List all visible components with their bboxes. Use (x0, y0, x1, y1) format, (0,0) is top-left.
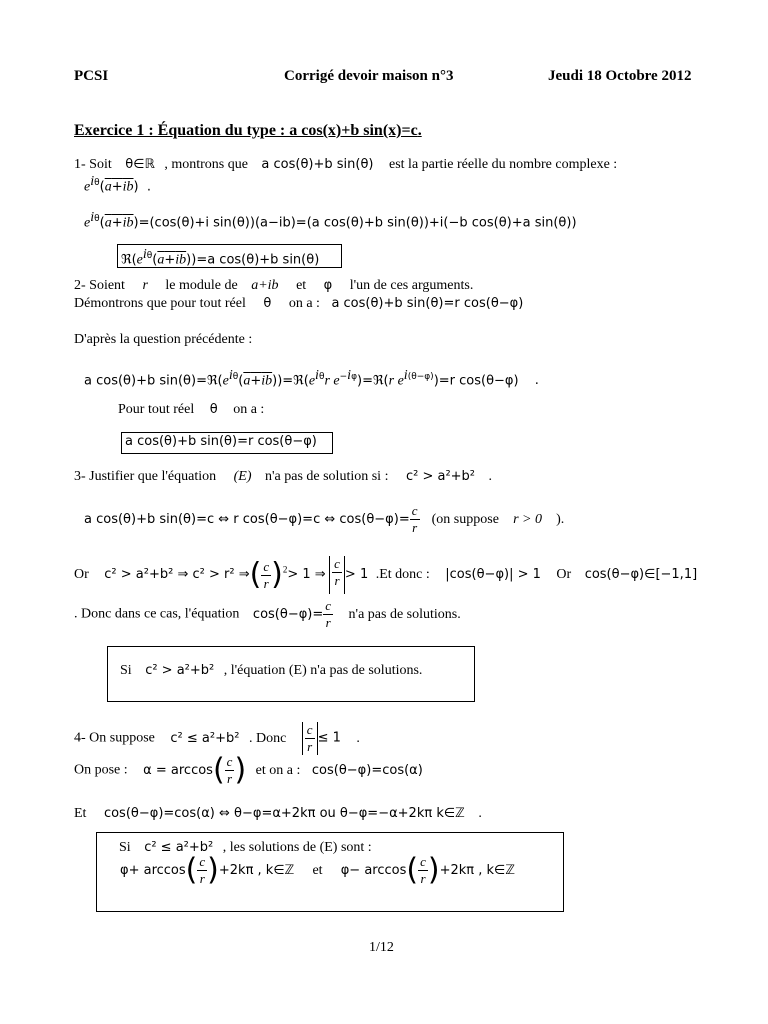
q3-equiv: a cos(θ)+b sin(θ)=c ⇔ r cos(θ−φ)=c ⇔ cos(θ−φ)= $\frac{c}{r}$ (on suppose r > 0 ). (84, 503, 565, 535)
q2-line1: 2- Soient r le module de a+ib et φ l'un de ces arguments. (74, 278, 474, 293)
q4-line: 4- On suppose c² ≤ a²+b² . Donc $\frac{c}{r}$ ≤ 1 . (74, 722, 360, 754)
q2-forall: Pour tout réel θ on a : (118, 402, 265, 417)
q2-line2: Démontrons que pour tout réel θ on a : a cos(θ)+b sin(θ)=r cos(θ−φ) (74, 296, 524, 311)
q3-line: 3- Justifier que l'équation (E) n'a pas de solution si : c² > a²+b² . (74, 469, 493, 484)
q3-donc: . Donc dans ce cas, l'équation cos(θ−φ)= $\frac{c}{r}$ n'a pas de solutions. (74, 598, 461, 630)
q1-complex: $e^{i\theta}(a+ib)$ . (84, 174, 151, 195)
header-right: Jeudi 18 Octobre 2012 (548, 68, 692, 84)
q2-prev: D'après la question précédente : (74, 332, 253, 347)
q4-pose: On pose : α = arccos( $\frac{c}{r}$ ) et on a : cos(θ−φ)=cos(α) (74, 752, 423, 788)
q2-chain: a cos(θ)+b $\sin(\theta)=ℜ(e^{i\theta}(a+ib))=ℜ(e^{i\theta}r$ $e^{-i\varphi})=ℜ(r$ $e^{i(\theta-\varphi)})=r$ cos(θ−φ) . (84, 368, 539, 389)
q4-result-title: Si c² ≤ a²+b² , les solutions de (E) sont : (119, 840, 372, 855)
q4-equiv: Et cos(θ−φ)=cos(α) ⇔ θ−φ=α+2kπ ou θ−φ=−α+2kπ k∈ℤ . (74, 806, 482, 821)
q4-solutions: φ+ arccos( $\frac{c}{r}$ )+2kπ , k∈ℤ et φ− arccos( $\frac{c}{r}$ )+2kπ , k∈ℤ (120, 852, 516, 888)
q3-chain: Or c² > a²+b² ⇒ c² > r² ⇒( $\frac{c}{r}$ )$^2$> 1 ⇒ $\frac{c}{r}$ > 1 .Et donc : |cos(θ−φ)| > 1 Or cos(θ−φ)∈[−1,1] (74, 556, 698, 592)
page-number: 1/12 (369, 940, 394, 955)
header-left: PCSI (74, 68, 109, 84)
exercise-title: Exercice 1 : Équation du type : a cos(x)+b sin(x)=c. (74, 122, 422, 139)
header-center: Corrigé devoir maison n°3 (284, 68, 454, 84)
q1-result: $ℜ(e^{i\theta}(a+ib))=a$ cos(θ)+b sin(θ) (121, 247, 320, 268)
q3-result: Si c² > a²+b² , l'équation (E) n'a pas de solutions. (120, 663, 423, 678)
q2-result: a cos(θ)+b sin(θ)=r cos(θ−φ) (125, 434, 317, 449)
q1-equation: $e^{i\theta}(a+ib)=(\cos(\theta)+i$ sin(θ))(a−ib)=(a cos(θ)+b sin(θ))+i(−b cos(θ)+a sin(θ)) (84, 210, 577, 231)
q1-intro: 1- Soit θ∈ℝ , montrons que a cos(θ)+b sin(θ) est la partie réelle du nombre complexe : (74, 157, 618, 172)
